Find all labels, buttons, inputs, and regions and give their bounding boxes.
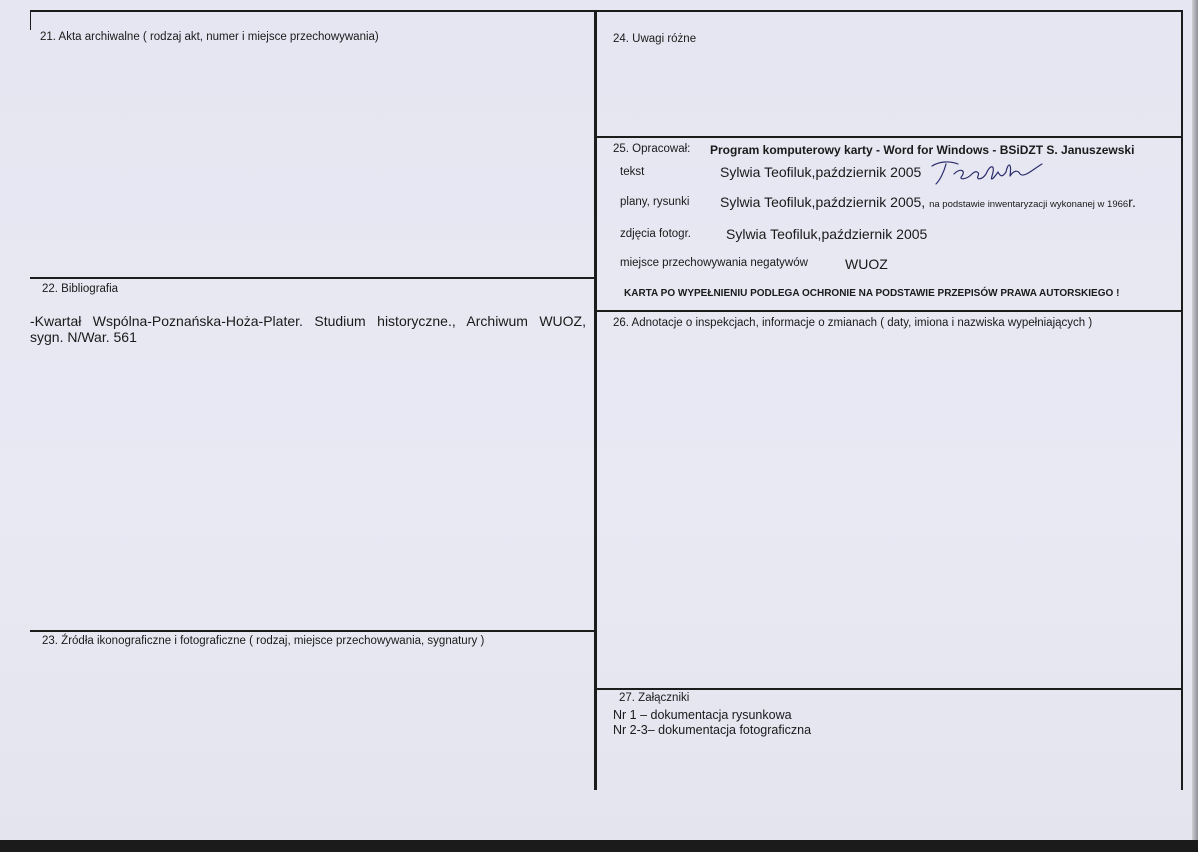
- section-23-label: 23. Źródła ikonograficzne i fotograficzne ( rodzaj, miejsce przechowywania, sygnatury ): [42, 635, 485, 647]
- zdjecia-label: zdjęcia fotogr.: [620, 228, 691, 240]
- top-border: [30, 10, 1182, 12]
- section-27-label: 27. Załączniki: [619, 692, 690, 704]
- copyright-notice: KARTA PO WYPEŁNIENIU PODLEGA OCHRONIE NA PODSTAWIE PRZEPISÓW PRAWA AUTORSKIEGO !: [624, 288, 1120, 299]
- zdjecia-value: Sylwia Teofiluk,październik 2005: [726, 226, 928, 242]
- section-22-label: 22. Bibliografia: [42, 283, 119, 295]
- bibliography-entry: [30, 313, 586, 345]
- plany-suffix: r.: [1128, 194, 1136, 210]
- bibliography-line-1: -Kwartał Wspólna-Poznańska-Hoża-Plater. Studium historyczne., Archiwum WUOZ,: [30, 313, 586, 329]
- scan-edge-right: [1192, 0, 1198, 852]
- negatywy-label: miejsce przechowywania negatywów: [620, 257, 808, 269]
- plany-note: na podstawie inwentaryzacji wykonanej w 1966: [929, 199, 1129, 210]
- divider-22-23: [30, 630, 596, 632]
- plany-label: plany, rysunki: [620, 196, 690, 208]
- section-24-label: 24. Uwagi różne: [613, 33, 697, 45]
- left-border: [30, 10, 31, 30]
- tekst-value: Sylwia Teofiluk,październik 2005: [720, 164, 922, 180]
- section-21-label: 21. Akta archiwalne ( rodzaj akt, numer i miejsce przechowywania): [40, 31, 379, 43]
- section-26-label: 26. Adnotacje o inspekcjach, informacje o zmianach ( daty, imiona i nazwiska wypełniających ): [613, 317, 1093, 329]
- section-25-label: 25. Opracował:: [613, 143, 691, 155]
- divider-21-22: [30, 277, 596, 279]
- attachment-1: Nr 1 – dokumentacja rysunkowa: [613, 708, 792, 722]
- plany-value-line: [720, 194, 1136, 210]
- signature-icon: [928, 158, 1048, 188]
- right-border: [1181, 10, 1183, 790]
- negatywy-value: WUOZ: [845, 256, 888, 272]
- program-credit: Program komputerowy karty - Word for Windows - BSiDZT S. Januszewski: [710, 143, 1135, 157]
- attachment-2: Nr 2-3– dokumentacja fotograficzna: [613, 723, 812, 737]
- divider-25-26: [596, 310, 1182, 312]
- scan-edge-bottom: [0, 840, 1198, 852]
- divider-26-27: [596, 688, 1182, 690]
- tekst-label: tekst: [620, 166, 645, 178]
- plany-value: Sylwia Teofiluk,październik 2005,: [720, 194, 926, 210]
- center-divider: [594, 10, 597, 790]
- bibliography-line-2: sygn. N/War. 561: [30, 329, 137, 345]
- divider-24-25: [596, 136, 1182, 138]
